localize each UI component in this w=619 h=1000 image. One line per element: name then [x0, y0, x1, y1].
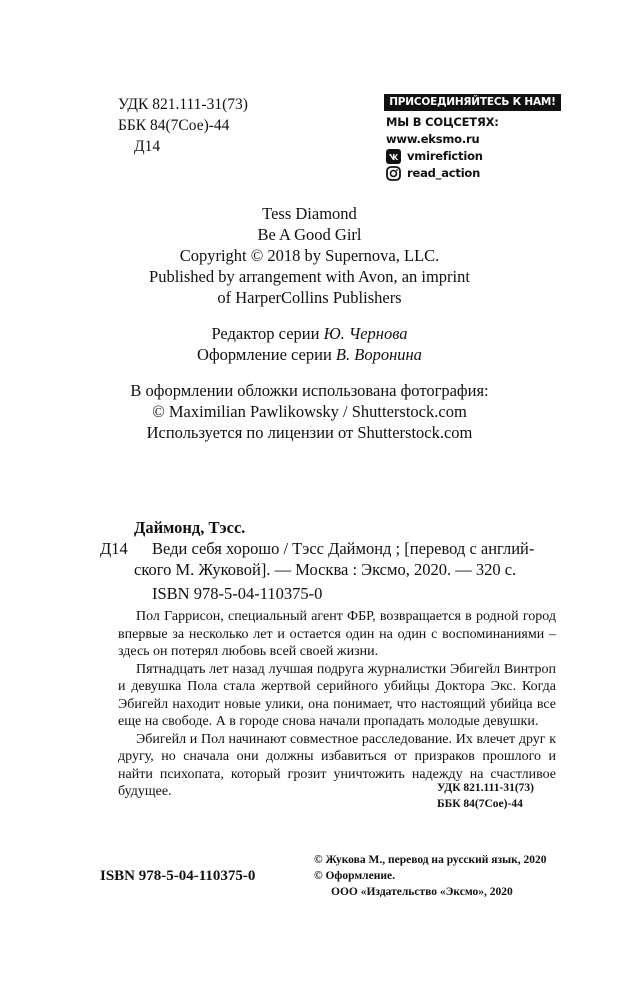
vk-icon — [386, 149, 401, 164]
author-mark: Д14 — [134, 138, 161, 155]
original-author: Tess Diamond — [262, 204, 357, 223]
design-copyright: © Оформление. — [314, 870, 395, 882]
series-design — [0, 344, 619, 365]
series-design-name: В. Воронина — [335, 345, 422, 364]
copyright-line: Copyright © 2018 by Supernova, LLC. — [179, 246, 440, 265]
footer-bbk: ББК 84(7Сое)-44 — [437, 798, 523, 810]
footer-isbn: ISBN 978-5-04-110375-0 — [100, 868, 256, 884]
annotation — [118, 608, 556, 801]
series-editor-name: Ю. Чернова — [323, 324, 408, 343]
cover-photo-line-2: © Maximilian Pawlikowsky / Shutterstock.com — [152, 402, 467, 421]
annotation-paragraph-2: Пятнадцать лет назад лучшая подруга журналистки Эбигейл Винтроп и девушка Пола стала жертвой серийного убийцы Доктора Экс. Когда Эбигейл находит новые улики, она понимает, что настоящий убийца все еще на свободе. А в городе снова начали пропадать молодые девушки. — [118, 661, 556, 729]
bib-code: Д14 — [100, 539, 128, 558]
cover-photo-line-1: В оформлении обложки использована фотография: — [130, 381, 489, 400]
original-title: Be A Good Girl — [257, 225, 362, 244]
site-link[interactable]: www.eksmo.ru — [386, 132, 480, 146]
bib-line-2: ского М. Жуковой]. — Москва : Эксмо, 2020. — 320 с. — [134, 560, 517, 579]
arrangement-line-2: of HarperCollins Publishers — [217, 288, 402, 307]
footer-udk: УДК 821.111-31(73) — [437, 782, 534, 794]
instagram-link[interactable]: read_action — [407, 166, 481, 180]
bib-author: Даймонд, Тэсс. — [134, 518, 246, 537]
annotation-paragraph-3: Эбигейл и Пол начинают совместное расследование. Их влечет друг к другу, но сначала они должны избавиться от призраков прошлого и найти психопата, который грозит уничтожить надежду на счастливое будущее. — [118, 731, 556, 799]
arrangement-line-1: Published by arrangement with Avon, an imprint — [149, 267, 470, 286]
series-design-label: Оформление серии — [197, 345, 332, 364]
annotation-paragraph-1: Пол Гаррисон, специальный агент ФБР, возвращается в родной город впервые за несколько лет и остается один на один с воспоминаниями – здесь он потерял любовь всей своей жизни. — [118, 609, 556, 659]
vk-link[interactable]: vmirefiction — [407, 149, 483, 163]
bib-isbn: ISBN 978-5-04-110375-0 — [152, 584, 323, 603]
join-us-banner: ПРИСОЕДИНЯЙТЕСЬ К НАМ! — [384, 94, 561, 111]
translation-copyright: © Жукова М., перевод на русский язык, 2020 — [314, 854, 547, 866]
cover-photo-line-3: Используется по лицензии от Shutterstock.com — [146, 423, 473, 442]
udk-code: УДК 821.111-31(73) — [118, 96, 248, 113]
instagram-icon — [386, 166, 401, 181]
bbk-code: ББК 84(7Сое)-44 — [118, 117, 230, 134]
series-editor-label: Редактор серии — [211, 324, 320, 343]
publisher-copyright: ООО «Издательство «Эксмо», 2020 — [331, 886, 513, 898]
social-title: МЫ В СОЦСЕТЯХ: — [386, 115, 499, 129]
bib-line-1: Веди себя хорошо / Тэсс Даймонд ; [перевод с англий- — [152, 539, 535, 558]
series-editor — [0, 323, 619, 344]
